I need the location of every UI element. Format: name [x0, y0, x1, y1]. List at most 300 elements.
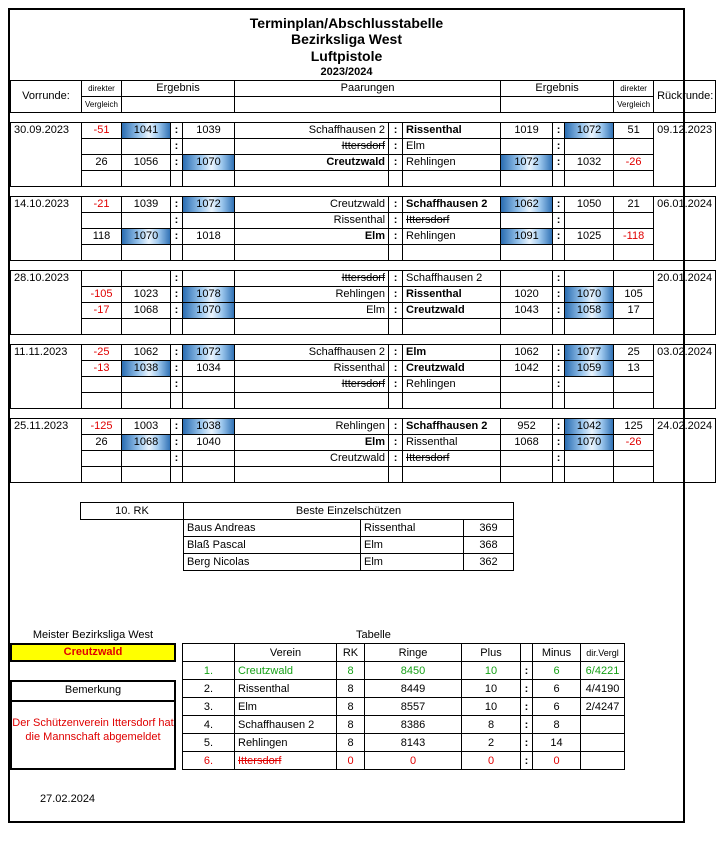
score-home-2 [183, 451, 235, 467]
champion-team: Creutzwald [10, 643, 176, 662]
direct-comparison-away [614, 139, 654, 155]
best-shooters-table [80, 502, 514, 571]
champion-label: Meister Bezirksliga West [32, 629, 154, 641]
match-row [11, 303, 716, 319]
standings-plus: 2 [462, 734, 521, 752]
standings-position: 2. [183, 680, 235, 698]
score-home-2: 1070 [183, 155, 235, 171]
standings-header-dirvergl: dir.Vergl [581, 644, 625, 662]
score-home-2 [183, 271, 235, 287]
page-title: Terminplan/Abschlusstabelle [249, 15, 444, 31]
colon-separator: : [171, 303, 183, 319]
round-label: 10. RK [81, 503, 184, 520]
standings-title: Tabelle [356, 629, 391, 641]
home-team [235, 319, 389, 335]
shooter-name: Baus Andreas [184, 520, 361, 537]
score-away-2 [565, 393, 614, 409]
standings-club: Rehlingen [235, 734, 337, 752]
colon-separator [553, 245, 565, 261]
colon-separator [171, 171, 183, 187]
score-home-2: 1070 [183, 303, 235, 319]
shooter-name: Berg Nicolas [184, 554, 361, 571]
match-row [11, 197, 716, 213]
score-home-1: 1023 [122, 287, 171, 303]
score-home-2: 1038 [183, 419, 235, 435]
colon-separator: : [171, 123, 183, 139]
score-home-2 [183, 319, 235, 335]
score-home-2: 1034 [183, 361, 235, 377]
vergleich-subheader-left: Vergleich [82, 97, 122, 113]
score-home-2 [183, 245, 235, 261]
direct-comparison-away [614, 377, 654, 393]
score-away-1 [501, 139, 553, 155]
direct-comparison-away [614, 213, 654, 229]
score-away-1 [501, 393, 553, 409]
paarungen-header: Paarungen [235, 81, 501, 97]
score-home-1: 1068 [122, 435, 171, 451]
match-row [11, 171, 716, 187]
direct-comparison-away: 105 [614, 287, 654, 303]
remark-box [10, 680, 176, 770]
away-team: Elm [403, 345, 501, 361]
score-home-1: 1062 [122, 345, 171, 361]
score-away-2: 1077 [565, 345, 614, 361]
score-home-1 [122, 377, 171, 393]
schedule-table [10, 80, 716, 483]
direct-comparison-away: 21 [614, 197, 654, 213]
away-team [403, 393, 501, 409]
score-home-2 [183, 467, 235, 483]
direct-comparison-home: -13 [82, 361, 122, 377]
colon-separator: : [521, 680, 533, 698]
colon-separator: : [389, 155, 403, 171]
standings-ringe: 8386 [365, 716, 462, 734]
direkter-vergleich-header-right: direkter [614, 81, 654, 97]
direct-comparison-away [614, 393, 654, 409]
direct-comparison-home [82, 271, 122, 287]
direct-comparison-away [614, 467, 654, 483]
score-away-1 [501, 451, 553, 467]
colon-separator: : [389, 435, 403, 451]
colon-separator: : [389, 197, 403, 213]
shooter-name: Blaß Pascal [184, 537, 361, 554]
colon-separator: : [553, 213, 565, 229]
standings-header-verein: Verein [235, 644, 337, 662]
score-away-2: 1070 [565, 287, 614, 303]
score-away-2 [565, 139, 614, 155]
standings-header-minus: Minus [533, 644, 581, 662]
score-away-1 [501, 271, 553, 287]
rueckrunde-header: Rückrunde: [654, 81, 716, 113]
season-label: 2023/2024 [320, 66, 373, 78]
score-away-2 [565, 377, 614, 393]
home-team: Schaffhausen 2 [235, 345, 389, 361]
vorrunde-header: Vorrunde: [11, 81, 82, 113]
league-name: Bezirksliga West [290, 31, 402, 47]
score-home-1 [122, 319, 171, 335]
colon-separator: : [389, 271, 403, 287]
match-row [11, 155, 716, 171]
away-team: Rehlingen [403, 155, 501, 171]
date-rueckrunde: 06.01.2024 [654, 197, 716, 261]
score-away-2: 1059 [565, 361, 614, 377]
colon-separator: : [171, 197, 183, 213]
empty-cell [183, 644, 235, 662]
standings-table [182, 643, 625, 770]
standings-dirvergl [581, 716, 625, 734]
away-team [403, 319, 501, 335]
shooter-row [81, 537, 514, 554]
match-row [11, 361, 716, 377]
standings-club: Rissenthal [235, 680, 337, 698]
colon-separator: : [389, 451, 403, 467]
score-away-2 [565, 451, 614, 467]
standings-row [183, 752, 625, 770]
schedule-subheader-row [11, 97, 716, 113]
match-row [11, 393, 716, 409]
score-away-1 [501, 377, 553, 393]
standings-row [183, 662, 625, 680]
block-spacer [11, 335, 716, 345]
colon-separator: : [171, 213, 183, 229]
direct-comparison-away [614, 245, 654, 261]
score-away-2: 1070 [565, 435, 614, 451]
score-home-1: 1003 [122, 419, 171, 435]
colon-separator: : [389, 123, 403, 139]
score-home-2 [183, 171, 235, 187]
away-team: Rehlingen [403, 229, 501, 245]
score-home-1 [122, 393, 171, 409]
schedule-sheet [8, 8, 714, 823]
match-row [11, 271, 716, 287]
standings-row [183, 680, 625, 698]
discipline-name: Luftpistole [310, 48, 383, 64]
direct-comparison-away: -26 [614, 435, 654, 451]
score-home-1: 1070 [122, 229, 171, 245]
colon-separator [553, 393, 565, 409]
colon-separator: : [553, 271, 565, 287]
colon-separator: : [553, 451, 565, 467]
colon-separator [389, 319, 403, 335]
colon-separator [171, 393, 183, 409]
match-row [11, 245, 716, 261]
score-away-1: 1062 [501, 197, 553, 213]
score-away-2: 1025 [565, 229, 614, 245]
colon-separator: : [553, 123, 565, 139]
colon-separator: : [521, 716, 533, 734]
standings-header-ringe: Ringe [365, 644, 462, 662]
home-team [235, 245, 389, 261]
home-team: Creutzwald [235, 155, 389, 171]
score-away-2 [565, 245, 614, 261]
standings-rk: 8 [337, 680, 365, 698]
score-home-2 [183, 139, 235, 155]
away-team [403, 467, 501, 483]
direct-comparison-home [82, 377, 122, 393]
colon-separator: : [171, 271, 183, 287]
standings-rk: 8 [337, 716, 365, 734]
score-away-1: 1042 [501, 361, 553, 377]
direct-comparison-away: -118 [614, 229, 654, 245]
home-team: Creutzwald [235, 451, 389, 467]
home-team: Rehlingen [235, 419, 389, 435]
standings-minus: 8 [533, 716, 581, 734]
direct-comparison-away: 25 [614, 345, 654, 361]
standings-ringe: 8557 [365, 698, 462, 716]
direct-comparison-home: -51 [82, 123, 122, 139]
colon-separator [389, 171, 403, 187]
standings-header-plus: Plus [462, 644, 521, 662]
colon-separator: : [553, 139, 565, 155]
away-team: Schaffhausen 2 [403, 419, 501, 435]
score-away-2 [565, 467, 614, 483]
home-team: Rissenthal [235, 213, 389, 229]
standings-club: Ittersdorf [235, 752, 337, 770]
colon-separator: : [553, 155, 565, 171]
score-home-1 [122, 451, 171, 467]
standings-dirvergl [581, 752, 625, 770]
score-away-2: 1032 [565, 155, 614, 171]
standings-dirvergl: 2/4247 [581, 698, 625, 716]
date-rueckrunde: 09.12.2023 [654, 123, 716, 187]
standings-dirvergl: 6/4221 [581, 662, 625, 680]
score-away-1: 1043 [501, 303, 553, 319]
direct-comparison-away [614, 271, 654, 287]
date-rueckrunde: 03.02.2024 [654, 345, 716, 409]
colon-separator: : [553, 303, 565, 319]
standings-row [183, 716, 625, 734]
direct-comparison-home: 26 [82, 155, 122, 171]
score-away-1: 1019 [501, 123, 553, 139]
direct-comparison-home [82, 467, 122, 483]
colon-separator: : [389, 419, 403, 435]
standings-row [183, 734, 625, 752]
match-row [11, 287, 716, 303]
colon-separator: : [171, 345, 183, 361]
block-spacer [11, 261, 716, 271]
standings-minus: 6 [533, 662, 581, 680]
away-team: Ittersdorf [403, 213, 501, 229]
standings-row [183, 698, 625, 716]
standings-dirvergl: 4/4190 [581, 680, 625, 698]
direct-comparison-home: -21 [82, 197, 122, 213]
direct-comparison-away: 17 [614, 303, 654, 319]
date-vorrunde: 11.11.2023 [11, 345, 82, 409]
score-home-1 [122, 139, 171, 155]
direct-comparison-home [82, 393, 122, 409]
direct-comparison-home: -17 [82, 303, 122, 319]
score-away-1: 1072 [501, 155, 553, 171]
colon-separator: : [389, 139, 403, 155]
colon-separator: : [171, 229, 183, 245]
colon-separator [389, 393, 403, 409]
direct-comparison-away: 125 [614, 419, 654, 435]
score-home-2 [183, 377, 235, 393]
colon-separator: : [553, 361, 565, 377]
colon-separator: : [553, 419, 565, 435]
colon-separator [553, 171, 565, 187]
direct-comparison-home [82, 139, 122, 155]
direct-comparison-home: 26 [82, 435, 122, 451]
score-away-2 [565, 271, 614, 287]
colon-separator: : [171, 361, 183, 377]
direct-comparison-home [82, 171, 122, 187]
empty-cell [235, 97, 501, 113]
home-team [235, 171, 389, 187]
score-away-1 [501, 319, 553, 335]
away-team [403, 245, 501, 261]
standings-minus: 6 [533, 698, 581, 716]
colon-separator: : [171, 435, 183, 451]
colon-separator: : [521, 734, 533, 752]
standings-ringe: 8450 [365, 662, 462, 680]
direct-comparison-home: -125 [82, 419, 122, 435]
away-team: Rissenthal [403, 123, 501, 139]
direct-comparison-home [82, 451, 122, 467]
colon-separator: : [171, 377, 183, 393]
colon-separator: : [171, 287, 183, 303]
colon-separator: : [389, 361, 403, 377]
colon-separator: : [553, 435, 565, 451]
empty-cell [122, 97, 235, 113]
standings-minus: 6 [533, 680, 581, 698]
colon-separator [389, 245, 403, 261]
match-row [11, 467, 716, 483]
away-team: Rissenthal [403, 435, 501, 451]
score-home-1: 1056 [122, 155, 171, 171]
standings-ringe: 0 [365, 752, 462, 770]
score-home-2: 1072 [183, 197, 235, 213]
home-team: Ittersdorf [235, 139, 389, 155]
home-team: Elm [235, 435, 389, 451]
score-away-1 [501, 245, 553, 261]
direct-comparison-away: 51 [614, 123, 654, 139]
date-vorrunde: 14.10.2023 [11, 197, 82, 261]
colon-separator: : [553, 229, 565, 245]
colon-separator: : [389, 287, 403, 303]
colon-separator: : [171, 139, 183, 155]
standings-rk: 8 [337, 698, 365, 716]
direct-comparison-home [82, 245, 122, 261]
standings-plus: 0 [462, 752, 521, 770]
colon-separator [553, 319, 565, 335]
colon-separator: : [389, 213, 403, 229]
score-away-1 [501, 467, 553, 483]
match-row [11, 345, 716, 361]
colon-separator: : [553, 287, 565, 303]
date-vorrunde: 28.10.2023 [11, 271, 82, 335]
direct-comparison-home [82, 213, 122, 229]
home-team: Ittersdorf [235, 271, 389, 287]
away-team: Rissenthal [403, 287, 501, 303]
direct-comparison-away [614, 171, 654, 187]
score-home-1 [122, 171, 171, 187]
shooter-row [81, 554, 514, 571]
match-row [11, 139, 716, 155]
shooter-club: Elm [361, 537, 464, 554]
direct-comparison-away [614, 451, 654, 467]
score-home-1: 1038 [122, 361, 171, 377]
colon-separator: : [389, 345, 403, 361]
direct-comparison-away [614, 319, 654, 335]
away-team: Creutzwald [403, 361, 501, 377]
standings-minus: 0 [533, 752, 581, 770]
score-away-2: 1072 [565, 123, 614, 139]
score-away-2: 1042 [565, 419, 614, 435]
score-home-2 [183, 213, 235, 229]
colon-separator: : [553, 197, 565, 213]
score-away-1: 1068 [501, 435, 553, 451]
score-home-2: 1078 [183, 287, 235, 303]
colon-separator [171, 467, 183, 483]
match-row [11, 229, 716, 245]
score-home-1 [122, 245, 171, 261]
shooter-score: 362 [464, 554, 514, 571]
standings-dirvergl [581, 734, 625, 752]
standings-club: Creutzwald [235, 662, 337, 680]
score-home-1 [122, 213, 171, 229]
standings-position: 6. [183, 752, 235, 770]
colon-separator [389, 467, 403, 483]
colon-separator: : [389, 377, 403, 393]
direct-comparison-away: -26 [614, 155, 654, 171]
home-team: Schaffhausen 2 [235, 123, 389, 139]
date-vorrunde: 30.09.2023 [11, 123, 82, 187]
home-team: Elm [235, 229, 389, 245]
block-spacer [11, 113, 716, 123]
empty-cell [501, 97, 614, 113]
colon-separator [171, 245, 183, 261]
match-row [11, 377, 716, 393]
home-team [235, 467, 389, 483]
empty-cell [521, 644, 533, 662]
score-away-1: 1062 [501, 345, 553, 361]
away-team: Schaffhausen 2 [403, 271, 501, 287]
date-rueckrunde: 24.02.2024 [654, 419, 716, 483]
score-home-2: 1040 [183, 435, 235, 451]
standings-club: Elm [235, 698, 337, 716]
direct-comparison-home: -105 [82, 287, 122, 303]
standings-plus: 10 [462, 698, 521, 716]
score-away-1: 1020 [501, 287, 553, 303]
home-team: Elm [235, 303, 389, 319]
ergebnis-header-left: Ergebnis [122, 81, 235, 97]
direct-comparison-home: -25 [82, 345, 122, 361]
colon-separator: : [553, 377, 565, 393]
match-row [11, 319, 716, 335]
direct-comparison-away: 13 [614, 361, 654, 377]
standings-plus: 10 [462, 662, 521, 680]
home-team: Ittersdorf [235, 377, 389, 393]
colon-separator: : [389, 303, 403, 319]
direct-comparison-home [82, 319, 122, 335]
score-away-2 [565, 319, 614, 335]
standings-plus: 10 [462, 680, 521, 698]
match-row [11, 123, 716, 139]
score-away-1 [501, 213, 553, 229]
away-team: Schaffhausen 2 [403, 197, 501, 213]
score-away-1 [501, 171, 553, 187]
schedule-header-row [11, 81, 716, 97]
standings-club: Schaffhausen 2 [235, 716, 337, 734]
colon-separator: : [521, 662, 533, 680]
ergebnis-header-right: Ergebnis [501, 81, 614, 97]
standings-position: 3. [183, 698, 235, 716]
score-away-1: 1091 [501, 229, 553, 245]
standings-plus: 8 [462, 716, 521, 734]
home-team: Rehlingen [235, 287, 389, 303]
vergleich-subheader-right: Vergleich [614, 97, 654, 113]
